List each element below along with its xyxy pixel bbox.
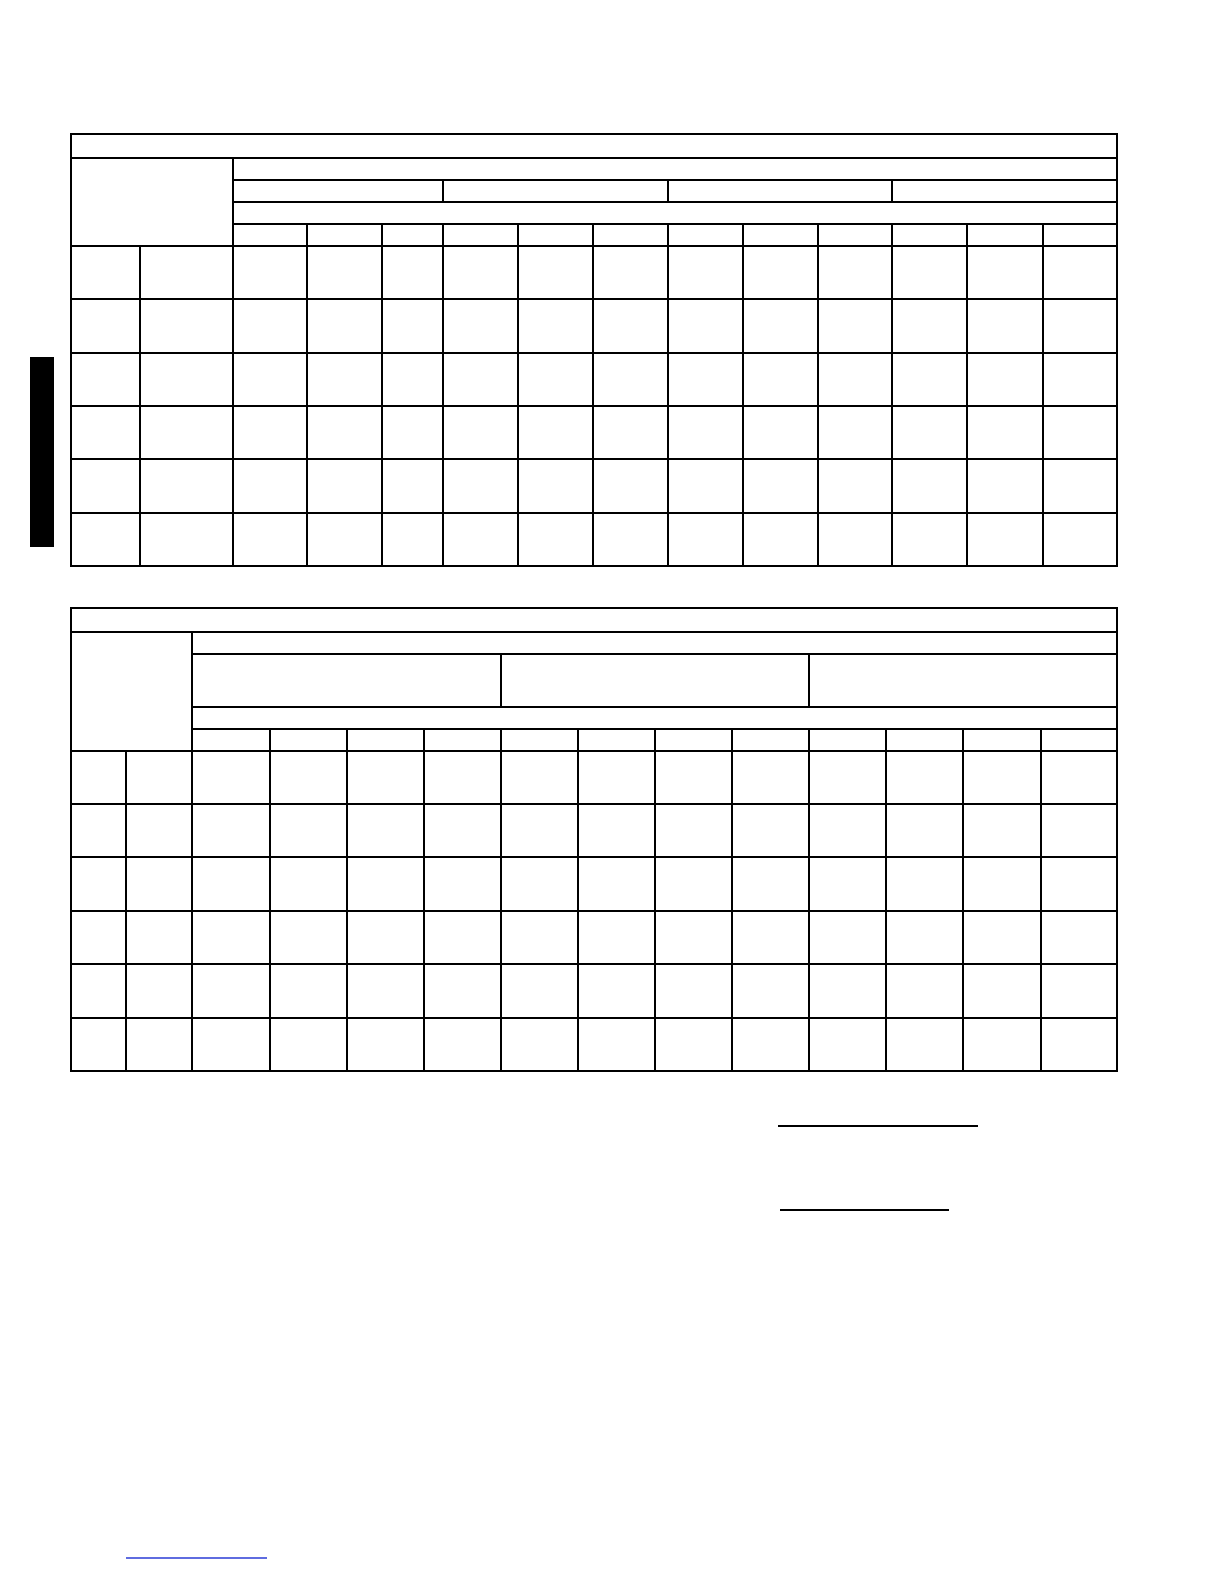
note-rules	[126, 1126, 978, 1558]
table-top	[71, 134, 1117, 566]
table-bottom-frame	[71, 608, 1117, 1071]
table-bottom	[71, 608, 1117, 1071]
